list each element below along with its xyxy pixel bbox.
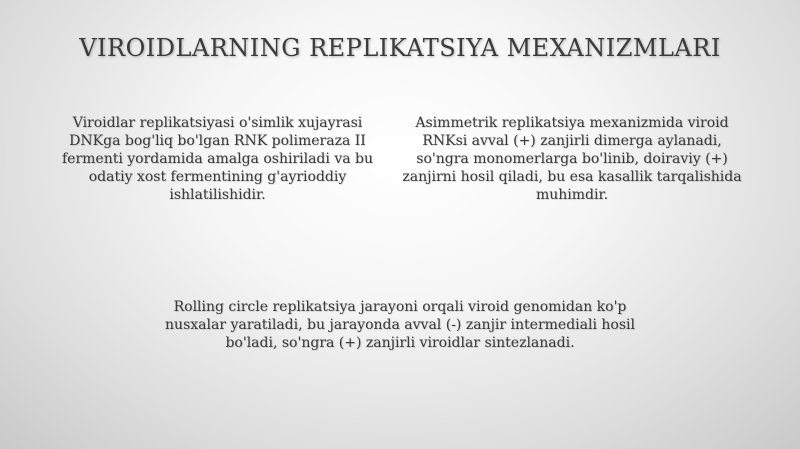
paragraph-right: Asimmetrik replikatsiya mexanizmida viroid RNKsi avval (+) zanjirli dimerga aylanadi, so'ngra monomerlarga bo'linib, doiraviy (+) zanjirni hosil qiladi, bu esa kasallik tarqalishida muhimdir. xyxy=(402,115,742,203)
slide-title: VIROIDLARNING REPLIKATSIYA MEXANIZMLARI xyxy=(79,34,721,62)
paragraph-left: Viroidlar replikatsiyasi o'simlik xujayrasi DNKga bog'liq bo'lgan RNK polimeraza II fermenti yordamida amalga oshiriladi va bu odatiy xost fermentining g'ayrioddiy ishlatilishidir. xyxy=(61,115,374,203)
paragraph-bottom: Rolling circle replikatsiya jarayoni orqali viroid genomidan ko'p nusxalar yaratiladi, bu jarayonda avval (-) zanjir intermediali hosil bo'ladi, so'ngra (+) zanjirli viroidlar sintezlanadi. xyxy=(165,299,635,351)
